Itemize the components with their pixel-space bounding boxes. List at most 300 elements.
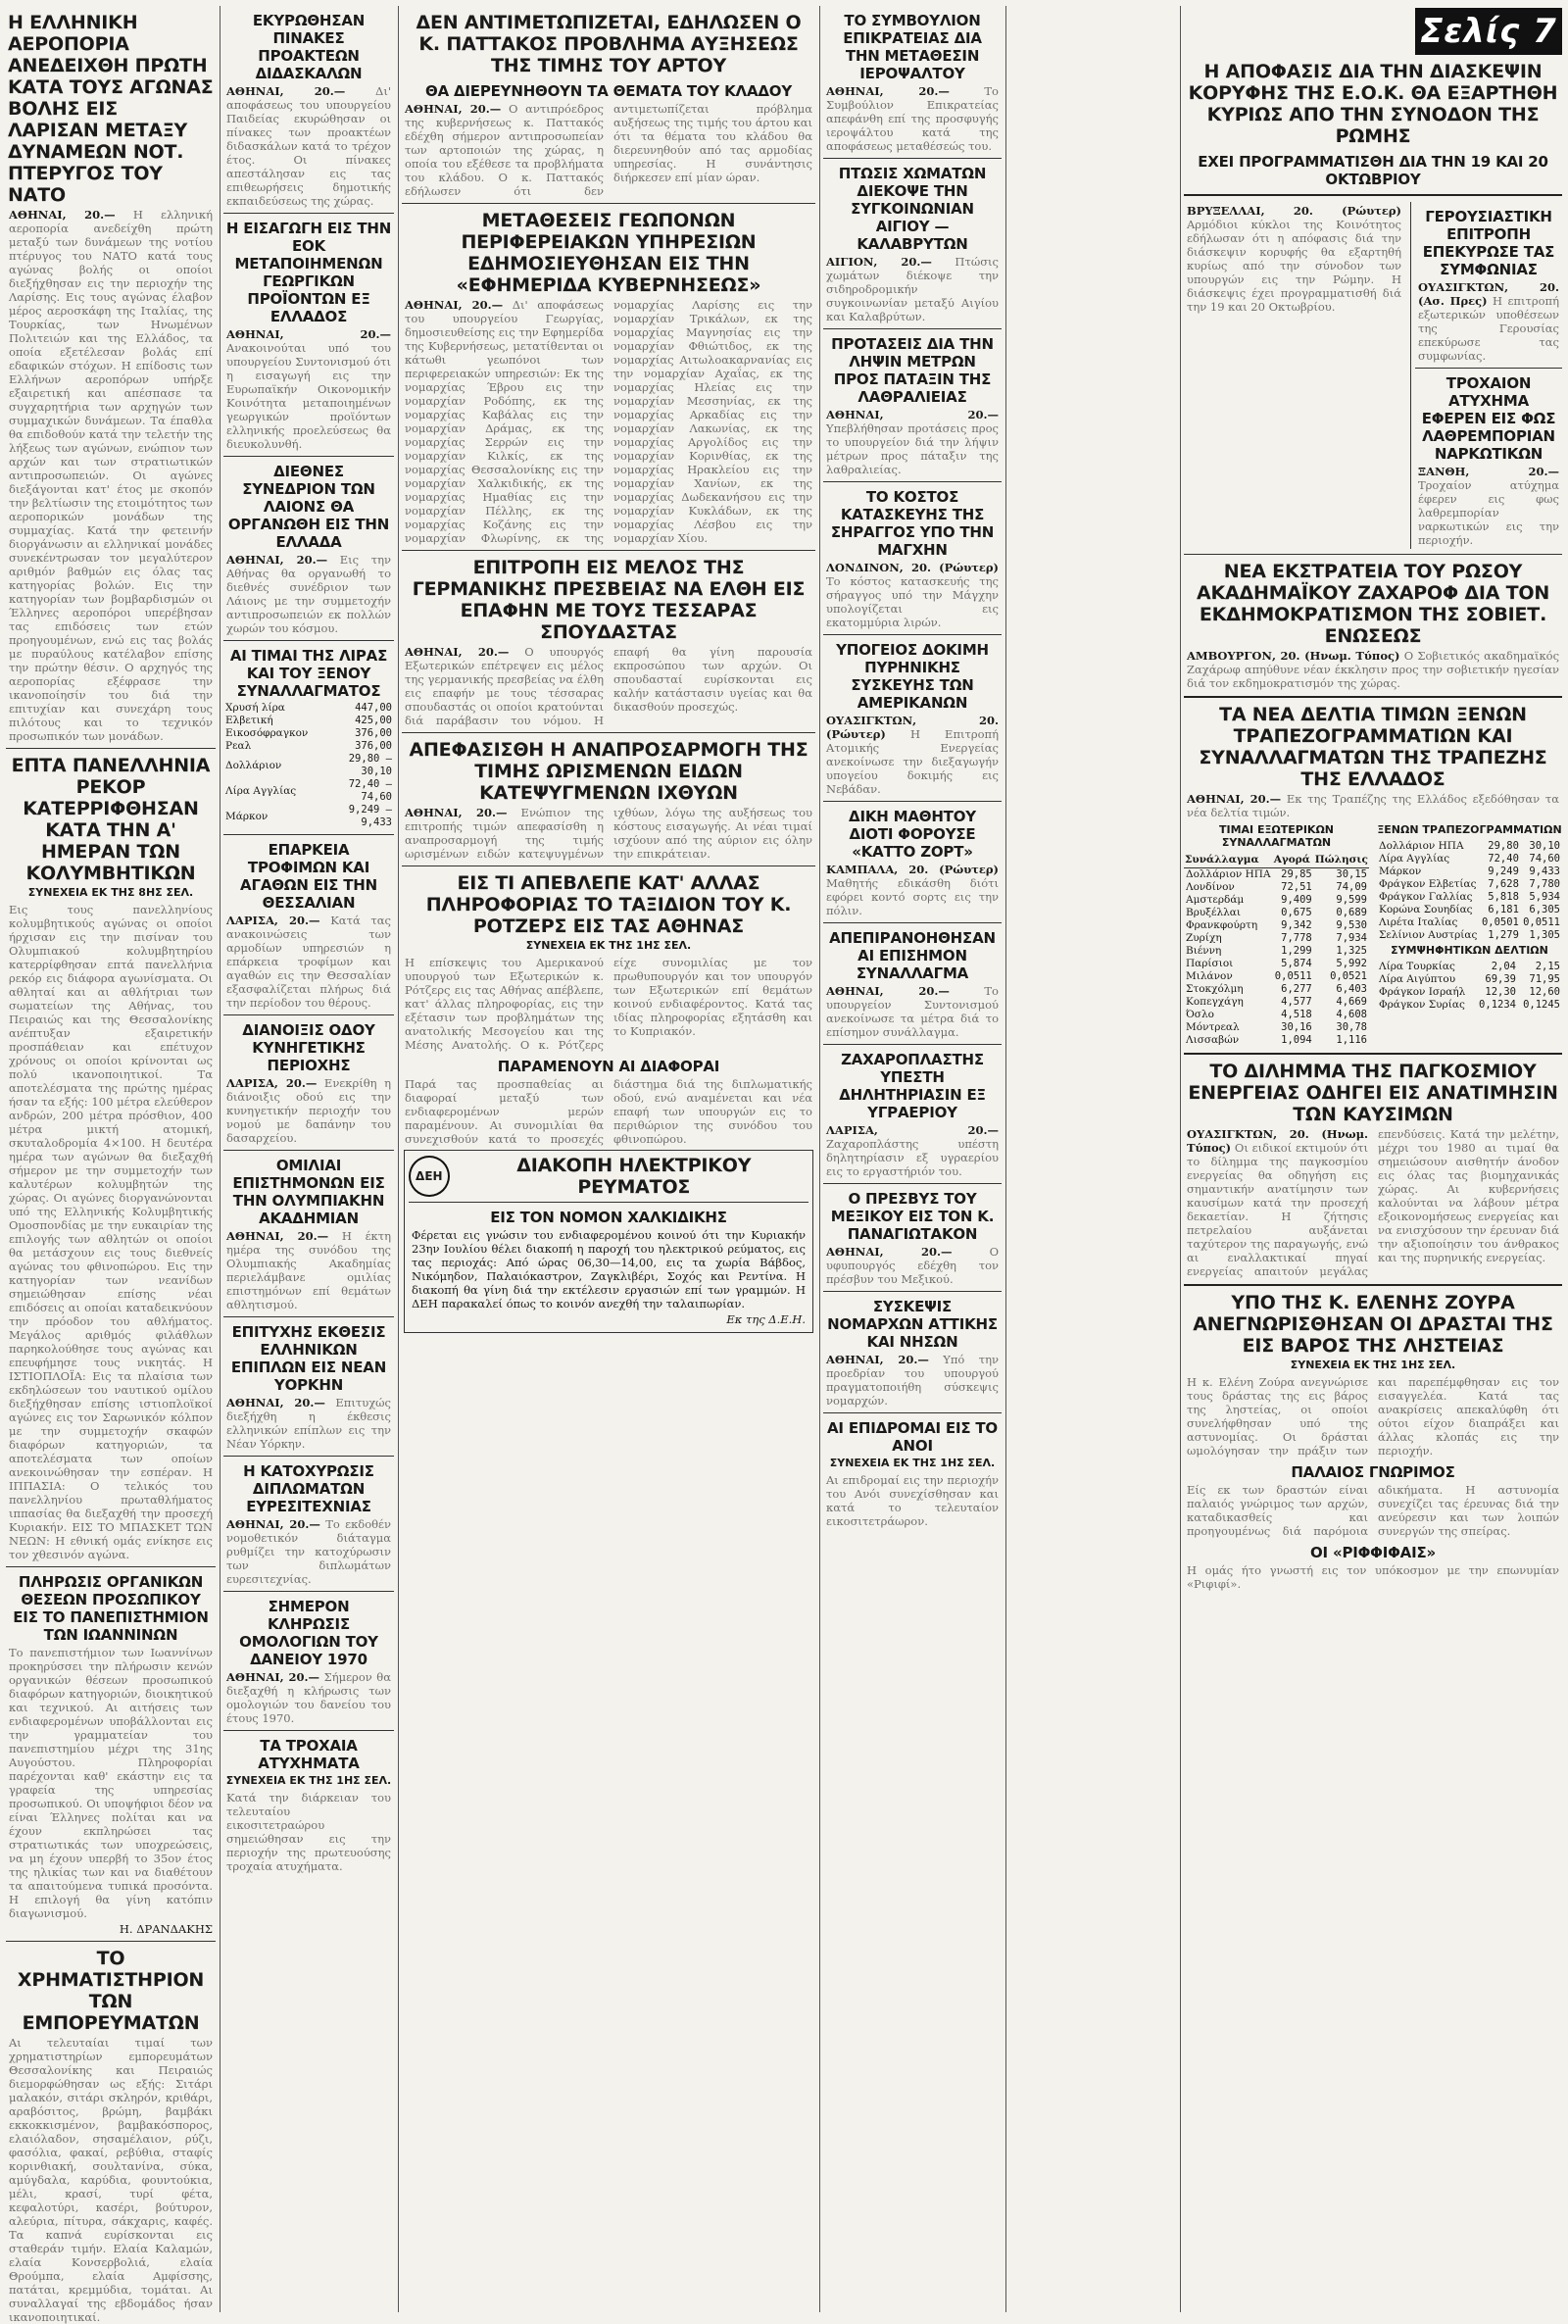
notice-header — [409, 1155, 808, 1203]
table-row — [1377, 840, 1562, 853]
headline-mexican-ambassador: Ο ΠΡΕΣΒΥΣ ΤΟΥ ΜΕΞΙΚΟΥ ΕΙΣ ΤΟΝ Κ. ΠΑΝΑΓΙΩΤΑΚΟΝ — [830, 1190, 995, 1243]
rate-value: 376,00 — [355, 740, 392, 752]
headline-drug-smuggling: ΤΡΟΧΑΙΟΝ ΑΤΥΧΗΜΑ ΕΦΕΡΕΝ ΕΙΣ ΦΩΣ ΛΑΘΡΕΜΠΟΡΙΑΝ ΝΑΡΚΩΤΙΚΩΝ — [1421, 374, 1556, 463]
dateline: ΑΙΓΙΟΝ, 20.— — [826, 255, 932, 269]
sell-rate: 30,10 — [1529, 840, 1560, 852]
article-body: Κατά την διάρκειαν του τελευταίου εικοσιτετραώρου σημειώθησαν εις την περιοχήν της πρωτευούσης τροχαία ατυχήματα. — [226, 1791, 391, 1873]
continuation-note: ΣΥΝΕΧΕΙΑ ΕΚ ΤΗΣ 8ΗΣ ΣΕΛ. — [27, 886, 194, 899]
sell-rate: 2,15 — [1535, 961, 1560, 972]
dateline: ΑΘΗΝΑΙ, 20.— — [405, 298, 504, 312]
article-body: Αι επιδρομαί εις την περιοχήν του Ανόι συνεχίσθησαν και κατά το τελευταίον εικοσιτετράωρον. — [826, 1473, 999, 1528]
column-header: Συνάλλαγμα — [1184, 853, 1273, 868]
dateline: ΑΘΗΝΑΙ, 20.— — [826, 984, 950, 998]
divider — [6, 1941, 216, 1942]
table-row — [1377, 853, 1562, 865]
currency: Φράγκον Συρίας — [1379, 999, 1465, 1011]
dateline: ΟΥΑΣΙΓΚΤΩΝ, 20. (Ρώυτερ) — [826, 714, 999, 741]
divider — [223, 1150, 394, 1151]
article-body: ΛΟΝΔΙΝΟΝ, 20. (Ρώυτερ) Το κόστος κατασκευής της σήραγγος υπό την Μάγχην υπολογίζεται εις εκατομμύρια λιρών. — [826, 561, 999, 629]
rate-label: Εικοσόφραγκον — [225, 727, 309, 739]
buy-rate: 6,181 — [1488, 904, 1519, 915]
currency: Όσλο — [1186, 1009, 1214, 1020]
article-body: ΒΡΥΞΕΛΛΑΙ, 20. (Ρώυτερ) Αρμόδιοι κύκλοι της Κοινότητος εδήλωσαν ότι η απόφασις διά την διάσκεψιν κορυφής θα εξαρτηθή κυρίως από την σύνοδον των υπουργών εις την Ρώμην. Η διάσκεψις έχει προγραμματισθή διά την 19 και 20 Οκτωβρίου. — [1187, 204, 1401, 314]
sell-rate: 71,95 — [1529, 973, 1560, 985]
article-body: ΑΘΗΝΑΙ, 20.— Δι' αποφάσεως του υπουργείου Παιδείας εκυρώθησαν οι πίνακες των προακτέων διδασκάλων κατά το τρέχον έτος. Οι πίνακες απεστάλησαν εις τας επιθεωρήσεις δημοτικής εκπαιδεύσεως της χώρας. — [226, 84, 391, 208]
table-row — [1377, 929, 1562, 942]
article-body: ΑΘΗΝΑΙ, 20.— Ανακοινούται υπό του υπουργείου Συντονισμού ότι η εισαγωγή εις την Ευρωπαϊκήν Οικονομικήν Κοινότητα μεταποιημένων γεωργικών προϊόντων ελληνικής προελεύσεως θα διευκολυνθή. — [226, 327, 391, 451]
divider — [223, 1316, 394, 1317]
rate-value: 72,40 — 74,60 — [348, 778, 392, 803]
headline-pound-prices: ΑΙ ΤΙΜΑΙ ΤΗΣ ΛΙΡΑΣ ΚΑΙ ΤΟΥ ΞΕΝΟΥ ΣΥΝΑΛΛΑΓΜΑΤΟΣ — [229, 647, 388, 700]
dateline: ΛΑΡΙΣΑ, 20.— — [226, 914, 320, 927]
dateline: ΑΘΗΝΑΙ, 20.— — [226, 84, 346, 98]
divider — [823, 801, 1002, 802]
table-row — [223, 727, 394, 740]
clearing-table — [1377, 961, 1562, 1012]
article-body: ΑΘΗΝΑΙ, 20.— Η έκτη ημέρα της συνόδου της Ολυμπιακής Ακαδημίας περιελάμβανε ομιλίας επιστημόνων επί θεμάτων αθλητισμού. — [226, 1229, 391, 1311]
sell-rate: 1,116 — [1336, 1034, 1367, 1046]
buy-rate: 4,577 — [1281, 996, 1312, 1008]
dateline: ΑΘΗΝΑΙ, 20.— — [405, 102, 502, 116]
article-body: ΑΘΗΝΑΙ, 20.— Ο αντιπρόεδρος της κυβερνήσεως κ. Παττακός εδέχθη σήμερον αντιπροσωπείαν των αρτοποιών της χώρας, η οποία του εξέθεσε τα προβλήματα του κλάδου. Ο κ. Παττακός εδήλωσεν ότι δεν αντιμετωπίζεται πρόβλημα αυξήσεως της τιμής του άρτου και ότι τα θέματα του κλάδου θα διερευνηθούν από τας αρμοδίας υπηρεσίας. Η συνάντησις διήρκεσεν επί μίαν ώραν. — [405, 102, 812, 198]
buy-rate: 72,51 — [1281, 881, 1312, 893]
article-body: ΟΥΑΣΙΓΚΤΩΝ, 20. (Ηνωμ. Τύπος) Οι ειδικοί εκτιμούν ότι το δίλημμα της παγκοσμίου ενεργείας θα οδηγήση εις σημαντικήν ανατίμησιν των καυσίμων κατά την προσεχή δεκαετίαν. Η ζήτησις πετρελαίου αυξάνεται ταχύτερον της παραγωγής, ενώ αι εναλλακτικαί πηγαί ενεργείας απαιτούν μεγάλας επενδύσεις. Κατά την μελέτην, μέχρι του 1980 αι τιμαί θα σημειώσουν αισθητήν άνοδον εις όλας τας βιομηχανικάς χώρας. Αι κυβερνήσεις καλούνται να λάβουν μέτρα εξοικονομήσεως ενεργείας και να ενισχύσουν την έρευναν διά την αξιοποίησιν του άνθρακος και της πυρηνικής ενεργείας. — [1187, 1127, 1559, 1278]
buy-rate: 0,1234 — [1479, 999, 1516, 1011]
divider — [1184, 696, 1562, 698]
divider — [823, 634, 1002, 635]
divider — [1184, 1053, 1562, 1055]
buy-rate: 5,818 — [1488, 891, 1519, 903]
dateline: ΑΘΗΝΑΙ, 20.— — [826, 84, 950, 98]
summit-row — [1184, 202, 1562, 549]
headline-bread-price: ΔΕΝ ΑΝΤΙΜΕΤΩΠΙΖΕΤΑΙ, ΕΔΗΛΩΣΕΝ Ο Κ. ΠΑΤΤΑΚΟΣ ΠΡΟΒΛΗΜΑ ΑΥΞΗΣΕΩΣ ΤΗΣ ΤΙΜΗΣ ΤΟΥ ΑΡΤΟΥ — [416, 12, 802, 76]
sell-rate: 9,599 — [1336, 894, 1367, 906]
currency: Βιέννη — [1186, 945, 1222, 957]
column-rule — [1180, 6, 1181, 2312]
article-body: Το πανεπιστήμιον των Ιωαννίνων προκηρύσσει την πλήρωσιν κενών οργανικών θέσεων προσωπικού διαφόρων κατηγοριών, διοικητικού και τεχνικού. Αι αιτήσεις των ενδιαφερομένων υποβάλλονται εις την γραμματείαν του πανεπιστημίου μέχρι της 31ης Αυγούστου. Πληροφορίαι παρέχονται καθ' εκάστην εις τα γραφεία της υπηρεσίας προσωπικού. Οι υποψήφιοι δέον να είναι Έλληνες πολίται και να έχουν εκπληρώσει τας στρατιωτικάς των υποχρεώσεις, να μη έχουν υπερβή το 35ον έτος της ηλικίας των και να διαθέτουν τα απαιτούμενα τυπικά προσόντα. Η επιλογή θα γίνη κατόπιν διαγωνισμού. — [9, 1646, 213, 1920]
table-row — [1377, 904, 1562, 916]
headline-commodities-exchange: ΤΟ ΧΡΗΜΑΤΙΣΤΗΡΙΟΝ ΤΩΝ ΕΜΠΟΡΕΥΜΑΤΩΝ — [17, 1948, 205, 2034]
dateline: ΛΟΝΔΙΝΟΝ, 20. (Ρώυτερ) — [826, 561, 999, 574]
table-row — [1377, 878, 1562, 891]
divider — [402, 865, 815, 866]
continuation-note: ΣΥΝΕΧΕΙΑ ΕΚ ΤΗΣ 1ΗΣ ΣΕΛ. — [525, 939, 692, 952]
page-number-banner: Σελίς 7 — [1415, 8, 1562, 55]
article-body: ΟΥΑΣΙΓΚΤΩΝ, 20. (Ρώυτερ) Η Επιτροπή Ατομικής Ενεργείας ανεκοίνωσε την διεξαγωγήν υπογείου δοκιμής εις Νεβάδαν. — [826, 714, 1000, 796]
table-row — [1184, 919, 1369, 932]
article-body: ΛΑΡΙΣΑ, 20.— Ζαχαροπλάστης υπέστη δηλητηρίασιν εξ υγραερίου εις το εργαστήριόν του. — [826, 1123, 999, 1178]
headline-nuclear-test: ΥΠΟΓΕΙΟΣ ΔΟΚΙΜΗ ΠΥΡΗΝΙΚΗΣ ΣΥΣΚΕΥΗΣ ΤΩΝ ΑΜΕΡΙΚΑΝΩΝ — [836, 641, 989, 712]
sell-rate: 4,669 — [1336, 996, 1367, 1008]
headline-hanoi-raids: ΑΙ ΕΠΙΔΡΟΜΑΙ ΕΙΣ ΤΟ ΑΝΟΙ — [827, 1419, 998, 1455]
headline-robbery-suspects: ΥΠΟ ΤΗΣ Κ. ΕΛΕΝΗΣ ΖΟΥΡΑ ΑΝΕΓΝΩΡΙΣΘΗΣΑΝ ΟΙ ΔΡΑΣΤΑΙ ΤΗΣ ΕΙΣ ΒΑΡΟΣ ΤΗΣ ΛΗΣΤΕΙΑΣ — [1193, 1292, 1553, 1357]
buy-rate: 1,094 — [1281, 1034, 1312, 1046]
table-row — [1184, 932, 1369, 945]
sell-rate: 6,305 — [1529, 904, 1560, 915]
buy-rate: 0,675 — [1281, 907, 1312, 918]
table-row — [223, 702, 394, 715]
column-header: Πώλησις — [1314, 853, 1369, 868]
sell-rate: 30,15 — [1336, 868, 1367, 880]
headline-sakharov: ΝΕΑ ΕΚΣΤΡΑΤΕΙΑ ΤΟΥ ΡΩΣΟΥ ΑΚΑΔΗΜΑΪΚΟΥ ΖΑΧΑΡΟΦ ΔΙΑ ΤΟΝ ΕΚΔΗΜΟΚΡΑΤΙΣΜΟΝ ΤΗΣ ΣΟΒΙΕΤ. ΕΝΩΣΕΩΣ — [1196, 561, 1550, 647]
dateline: ΞΑΝΘΗ, 20.— — [1418, 465, 1559, 478]
rate-value: 447,00 — [355, 702, 392, 714]
buy-rate: 12,30 — [1485, 986, 1516, 998]
headline-olympic-academy: ΟΜΙΛΙΑΙ ΕΠΙΣΤΗΜΟΝΩΝ ΕΙΣ ΤΗΝ ΟΛΥΜΠΙΑΚΗΝ ΑΚΑΔΗΜΙΑΝ — [232, 1157, 385, 1227]
headline-ioannina-university: ΠΛΗΡΩΣΙΣ ΟΡΓΑΝΙΚΩΝ ΘΕΣΕΩΝ ΠΡΟΣΩΠΙΚΟΥ ΕΙΣ ΤΟ ΠΑΝΕΠΙΣΤΗΜΙΟΝ ΤΩΝ ΙΩΑΝΝΙΝΩΝ — [13, 1573, 209, 1644]
currency: Λίρα Αγγλίας — [1379, 853, 1450, 865]
rate-label: Χρυσή λίρα — [225, 702, 285, 714]
currency: Αμστερδάμ — [1186, 894, 1245, 906]
rate-label: Λίρα Αγγλίας — [225, 784, 297, 797]
table-row — [223, 715, 394, 727]
headline-frozen-fish: ΑΠΕΦΑΣΙΣΘΗ Η ΑΝΑΠΡΟΣΑΡΜΟΓΗ ΤΗΣ ΤΙΜΗΣ ΩΡΙΣΜΕΝΩΝ ΕΙΔΩΝ ΚΑΤΕΨΥΓΜΕΝΩΝ ΙΧΘΥΩΝ — [409, 739, 808, 804]
currency: Κοπεγχάγη — [1186, 996, 1244, 1008]
buy-rate: 1,299 — [1281, 945, 1312, 957]
currency: Μάρκον — [1379, 865, 1422, 877]
summit-article — [1184, 202, 1404, 549]
currency: Λονδίνον — [1186, 881, 1235, 893]
buy-rate: 9,409 — [1281, 894, 1312, 906]
table-row — [1377, 999, 1562, 1012]
headline-council-of-state: ΤΟ ΣΥΜΒΟΥΛΙΟΝ ΕΠΙΚΡΑΤΕΙΑΣ ΔΙΑ ΤΗΝ ΜΕΤΑΘΕΣΙΝ ΙΕΡΟΨΑΛΤΟΥ — [843, 12, 982, 82]
headline-hunting-road: ΔΙΑΝΟΙΞΙΣ ΟΔΟΥ ΚΥΝΗΓΕΤΙΚΗΣ ΠΕΡΙΟΧΗΣ — [242, 1021, 375, 1074]
headline-channel-tunnel: ΤΟ ΚΟΣΤΟΣ ΚΑΤΑΣΚΕΥΗΣ ΤΗΣ ΣΗΡΑΓΓΟΣ ΥΠΟ ΤΗΝ ΜΑΓΧΗΝ — [830, 488, 995, 559]
sell-rate: 7,934 — [1336, 932, 1367, 944]
table-row — [1377, 986, 1562, 999]
rates-tables — [1184, 821, 1562, 1047]
article-body: ΑΘΗΝΑΙ, 20.— Υπό την προεδρίαν του υπουργού πραγματοποιήθη σύσκεψις νομαρχών. — [826, 1353, 999, 1408]
article-body: Η κ. Ελένη Ζούρα ανεγνώρισε τους δράστας της εις βάρος της ληστείας, οι οποίοι συνελήφθησαν υπό της αστυνομίας. Οι δράσται ωμολόγησαν την πράξιν των και παρεπέμφθησαν εις τον εισαγγελέα. Κατά τας ανακρίσεις απεκαλύφθη ότι ούτοι είχον διαπράξει και άλλας κλοπάς εις την περιοχήν. — [1187, 1375, 1559, 1458]
table-title: ΞΕΝΩΝ ΤΡΑΠΕΖΟΓΡΑΜΜΑΤΙΩΝ — [1377, 823, 1562, 836]
article-body: ΟΥΑΣΙΓΚΤΩΝ, 20. (Ασ. Πρες) Η επιτροπή εξωτερικών υποθέσεων της Γερουσίας επεκύρωσε τας συμφωνίας. — [1418, 280, 1559, 363]
table-row — [1184, 1009, 1369, 1021]
divider — [223, 1014, 394, 1015]
continuation-note: ΣΥΝΕΧΕΙΑ ΕΚ ΤΗΣ 1ΗΣ ΣΕΛ. — [1290, 1359, 1456, 1371]
sell-rate: 9,530 — [1336, 919, 1367, 931]
notice-title: ΔΙΑΚΟΠΗ ΗΛΕΚΤΡΙΚΟΥ ΡΕΥΜΑΤΟΣ — [516, 1155, 752, 1198]
buy-rate: 30,16 — [1281, 1021, 1312, 1033]
headline-swimming-records: ΕΠΤΑ ΠΑΝΕΛΛΗΝΙΑ ΡΕΚΟΡ ΚΑΤΕΡΡΙΦΘΗΣΑΝ ΚΑΤΑ ΤΗΝ Α' ΗΜΕΡΑΝ ΤΩΝ ΚΟΛΥΜΒΗΤΙΚΩΝ — [11, 755, 211, 884]
divider — [6, 748, 216, 749]
power-outage-notice — [404, 1150, 813, 1333]
article-body: ΛΑΡΙΣΑ, 20.— Ενεκρίθη η διάνοιξις οδού εις την κυνηγετικήν περιοχήν του νομού με δαπάνην του δασαρχείου. — [226, 1076, 391, 1145]
currency: Φρανκφούρτη — [1186, 919, 1258, 931]
column-rule — [398, 6, 399, 2312]
dateline: ΑΘΗΝΑΙ, 20.— — [226, 1670, 320, 1684]
table-row — [223, 778, 394, 804]
table-row — [1184, 996, 1369, 1009]
notice-text: Φέρεται εις γνώσιν του ενδιαφερομένου κοινού ότι την Κυριακήν 23ην Ιουλίου θέλει διακοπή η παροχή του ηλεκτρικού ρεύματος, εις τας περιοχάς: Από ώρας 06,30—14,00, εις τα χωρία Βάβδος, Νικόμηδον, Παλαιόκαστρον, Ζαγκλιβέρι, Σοχός και Ρεντίνα. Η διακοπή θα γίνη διά την εκτέλεσιν εργασιών επί των γραμμών. Η ΔΕΗ παρακαλεί όπως το κοινόν ανεχθή την ταλαιπωρίαν. — [412, 1228, 806, 1310]
article-body: ΑΘΗΝΑΙ, 20.— Σήμερον θα διεξαχθή η κλήρωσις των ομολογιών του δανείου του έτους 1970. — [226, 1670, 391, 1725]
dateline: ΚΑΜΠΑΛΑ, 20. (Ρώυτερ) — [826, 863, 999, 876]
table-row — [1377, 865, 1562, 878]
continuation-note: ΣΥΝΕΧΕΙΑ ΕΚ ΤΗΣ 1ΗΣ ΣΕΛ. — [829, 1457, 996, 1469]
buy-rate: 7,628 — [1488, 878, 1519, 890]
newspaper-page — [6, 6, 1562, 2324]
headline-air-force: Η ΕΛΛΗΝΙΚΗ ΑΕΡΟΠΟΡΙΑ ΑΝΕΔΕΙΧΘΗ ΠΡΩΤΗ ΚΑΤΑ ΤΟΥΣ ΑΓΩΝΑΣ ΒΟΛΗΣ ΕΙΣ ΛΑΡΙΣΑΝ ΜΕΤΑΞΥ ΔΥΝΑΜΕΩΝ ΝΟΤ. ΠΤΕΡΥΓΟΣ ΤΟΥ ΝΑΤΟ — [8, 12, 214, 206]
dateline: ΑΘΗΝΑΙ, 20.— — [226, 1517, 320, 1531]
divider — [223, 640, 394, 641]
subhead-differences: ΠΑΡΑΜΕΝΟΥΝ ΑΙ ΔΙΑΦΟΡΑΙ — [497, 1058, 720, 1075]
buy-rate: 2,04 — [1491, 961, 1516, 972]
divider — [1184, 554, 1562, 555]
buy-rate: 72,40 — [1488, 853, 1519, 865]
headline-agronomist-transfers: ΜΕΤΑΘΕΣΕΙΣ ΓΕΩΠΟΝΩΝ ΠΕΡΙΦΕΡΕΙΑΚΩΝ ΥΠΗΡΕΣΙΩΝ ΕΔΗΜΟΣΙΕΥΘΗΣΑΝ ΕΙΣ ΤΗΝ «ΕΦΗΜΕΡΙΔΑ ΚΥΒΕΡΝΗΣΕΩΣ» — [456, 210, 761, 296]
subhead-bread: ΘΑ ΔΙΕΡΕΥΝΗΘΟΥΝ ΤΑ ΘΕΜΑΤΑ ΤΟΥ ΚΛΑΔΟΥ — [425, 82, 792, 100]
buy-rate: 9,342 — [1281, 919, 1312, 931]
sell-rate: 9,433 — [1529, 865, 1560, 877]
sell-rate: 5,992 — [1336, 958, 1367, 969]
article-body: Εις τους πανελληνίους κολυμβητικούς αγώνας οι οποίοι ήρχισαν εις την πισίναν του Ολυμπιακού κολυμβητηρίου κατερρίφθησαν επτά πανελλήνια ρεκόρ εις διάφορα αγωνίσματα. Οι αθληταί και αι αθλήτριαι των σωματείων της Αθήνας, του Πειραιώς και της Θεσσαλονίκης ανέπτυξαν εξαιρετικήν προσπάθειαν και επέτυχον χρόνους οι οποίοι κρίνονται ως πολύ ικανοποιητικοί. Τα αποτελέσματα της πρώτης ημέρας ήσαν τα εξής: 100 μέτρα ελεύθερον ανδρών, 200 μέτρα πρόσθιον, 400 μέτρα μικτή ατομική, σκυταλοδρομία 4×100. Η δευτέρα ημέρα των αγώνων θα διεξαχθή σήμερον με την συμμετοχήν των καλυτέρων κολυμβητών της χώρας. Οι αγώνες διοργανώνονται υπό της Ελληνικής Κολυμβητικής Ομοσπονδίας με την ευκαιρίαν της επιλογής των αθλητών οι οποίοι θα μετάσχουν εις τους διεθνείς αγώνας του φθινοπώρου. Εις την κατηγορίαν των νεανίδων σημειώθησαν επίσης νέαι επιδόσεις αι οποίαι καταδεικνύουν την πρόοδον του αθλήματος. Μεγάλος αριθμός φιλάθλων παρηκολούθησε τους αγώνας και επευφήμησε τους νικητάς. Η ΙΣΤΙΟΠΛΟΪΑ: Εις τα πλαίσια των εκδηλώσεων του ναυτικού ομίλου διεξήχθησαν επίσης ιστιοπλοϊκοί αγώνες εις τον Σαρωνικόν κόλπον με την συμμετοχήν σκαφών διαφόρων κατηγοριών, τα αποτελέσματα των οποίων ανεκοινώθησαν την εσπέραν. Η ΙΠΠΑΣΙΑ: Ο τελικός του πανελληνίου πρωταθλήματος ιππασίας θα διεξαχθή την προσεχή Κυριακήν. ΕΙΣ ΤΟ ΜΠΑΣΚΕΤ ΤΩΝ ΝΕΩΝ: Η εθνική ομάς ενίκησε εις τον χθεσινόν αγώνα. — [9, 903, 213, 1561]
divider — [223, 1456, 394, 1457]
article-body: Παρά τας προσπαθείας αι διαφοραί μεταξύ των ενδιαφερομένων μερών παραμένουν. Αι συνομιλίαι θα συνεχισθούν κατά το προσεχές διάστημα διά της διπλωματικής οδού, ενώ αναμένεται και νέα επαφή των υπουργών εις το περιθώριον της συνόδου του φθινοπώρου. — [405, 1077, 812, 1146]
column-header: Αγορά — [1273, 853, 1314, 868]
article-body: ΑΘΗΝΑΙ, 20.— Το Συμβούλιον Επικρατείας απεφάνθη επί της προσφυγής ιεροψάλτου κατά της αποφάσεως μεταθέσεώς του. — [826, 84, 999, 153]
dateline: ΑΘΗΝΑΙ, 20.— — [405, 645, 510, 659]
headline-teacher-lists: ΕΚΥΡΩΘΗΣΑΝ ΠΙΝΑΚΕΣ ΠΡΟΑΚΤΕΩΝ ΔΙΔΑΣΚΑΛΩΝ — [252, 12, 366, 82]
sell-rate: 0,689 — [1336, 907, 1367, 918]
divider — [823, 1044, 1002, 1045]
column-6-7 — [1184, 6, 1562, 2312]
article-body: Αι τελευταίαι τιμαί των χρηματιστηρίων εμπορευμάτων Θεσσαλονίκης και Πειραιώς διεμορφώθησαν ως εξής: Σιτάρι μαλακόν, σιτάρι σκληρόν, κριθάρι, αραβόσιτος, βρώμη, βαμβάκι εκκοκκισμένον, βαμβακόσπορος, ελαιόλαδον, σησαμέλαιον, ρύζι, φασόλια, φακαί, ρεβύθια, σταφίς κορινθιακή, σουλτανίνα, σύκα, αμύγδαλα, καρύδια, φουντούκια, μέλι, κρασί, τυρί φέτα, κεφαλοτύρι, κασέρι, βούτυρον, αλεύρια, πίτυρα, σάκχαρις, καφές. Τα καπνά ευρίσκονται εις σταθεράν τιμήν. Ελαία Καλαμών, ελαία Κονσερβολιά, ελαία Θρούμπα, ελαία Αμφίσσης, πατάται, κρεμμύδια, τομάται. Αι συναλλαγαί της εβδομάδος ήσαν ικανοποιητικαί. — [9, 2036, 213, 2324]
currency: Λίρα Τουρκίας — [1379, 961, 1455, 972]
dateline: ΑΘΗΝΑΙ, 20.— — [826, 1245, 953, 1259]
buy-rate: 6,277 — [1281, 983, 1312, 995]
article-body: ΑΘΗΝΑΙ, 20.— Επιτυχώς διεξήχθη η έκθεσις ελληνικών επίπλων εις την Νέαν Υόρκην. — [226, 1396, 391, 1451]
sell-rate: 1,325 — [1336, 945, 1367, 957]
article-body: ΑΜΒΟΥΡΓΟΝ, 20. (Ηνωμ. Τύπος) Ο Σοβιετικός ακαδημαϊκός Ζαχάρωφ απηύθυνε νέαν έκκλησιν προς την σοβιετικήν ηγεσίαν διά τον εκδημοκρατισμόν της χώρας. — [1187, 649, 1560, 690]
article-body: Η επίσκεψις του Αμερικανού υπουργού των Εξωτερικών κ. Ρότζερς εις τας Αθήνας απέβλεπε, κατ' άλλας πληροφορίας, εις την εξέτασιν των προβλημάτων της ανατολικής Μεσογείου και της Μέσης Ανατολής. Ο κ. Ρότζερς είχε συνομιλίας με τον πρωθυπουργόν και τον υπουργόν των Εξωτερικών επί θεμάτων κοινού ενδιαφέροντος. Κατά τας ιδίας πληροφορίας εξητάσθη και το Κυπριακόν. — [405, 956, 812, 1052]
dateline: ΑΘΗΝΑΙ, 20.— — [226, 1229, 329, 1243]
table-row — [1184, 868, 1369, 882]
divider — [223, 213, 394, 214]
currency: Στοκχόλμη — [1186, 983, 1244, 995]
rate-label: Μάρκον — [225, 810, 269, 822]
article-body: ΛΑΡΙΣΑ, 20.— Κατά τας ανακοινώσεις των αρμοδίων υπηρεσιών η επάρκεια τροφίμων και αγαθών εις την Θεσσαλίαν εξασφαλίζεται πλήρως διά την περίοδον του θέρους. — [226, 914, 391, 1010]
sell-rate: 74,09 — [1336, 881, 1367, 893]
headline-eec-summit: Η ΑΠΟΦΑΣΙΣ ΔΙΑ ΤΗΝ ΔΙΑΣΚΕΨΙΝ ΚΟΡΥΦΗΣ ΤΗΣ Ε.Ο.Κ. ΘΑ ΕΞΑΡΤΗΘΗ ΚΥΡΙΩΣ ΑΠΟ ΤΗΝ ΣΥΝΟΔΟΝ ΤΗΣ ΡΩΜΗΣ — [1188, 61, 1558, 147]
article-body: ΑΙΓΙΟΝ, 20.— Πτώσις χωμάτων διέκοψε την σιδηροδρομικήν συγκοινωνίαν μεταξύ Αιγίου και Καλαβρύτων. — [826, 255, 999, 323]
table-row — [1184, 894, 1369, 907]
sell-rate: 30,78 — [1336, 1021, 1367, 1033]
sell-rate: 0,1245 — [1523, 999, 1560, 1011]
deh-logo-icon: ΔΕΗ — [409, 1156, 450, 1197]
rate-value: 9,249 — 9,433 — [348, 804, 392, 828]
table-row — [1377, 891, 1562, 904]
headline-patents: Η ΚΑΤΟΧΥΡΩΣΙΣ ΔΙΠΛΩΜΑΤΩΝ ΕΥΡΕΣΙΤΕΧΝΙΑΣ — [243, 1462, 374, 1515]
article-body: ΑΘΗΝΑΙ, 20.— Εκ της Τραπέζης της Ελλάδος εξεδόθησαν τα νέα δελτία τιμών. — [1187, 792, 1559, 819]
article-body: Είς εκ των δραστών είναι παλαιός γνώριμος των αρχών, καταδικασθείς και προηγουμένως διά παρόμοια αδικήματα. Η αστυνομία συνεχίζει τας έρευνας διά την ανεύρεσιν και των λοιπών συνεργών της σπείρας. — [1187, 1483, 1559, 1538]
headline-gas-poisoning: ΖΑΧΑΡΟΠΛΑΣΤΗΣ ΥΠΕΣΤΗ ΔΗΛΗΤΗΡΙΑΣΙΝ ΕΞ ΥΓΡΑΕΡΙΟΥ — [839, 1051, 986, 1121]
article-body: Η ομάς ήτο γνωστή εις τον υπόκοσμον με την επωνυμίαν «Ριφιφί». — [1187, 1563, 1559, 1591]
currency: Φράγκον Γαλλίας — [1379, 891, 1473, 903]
headline-rates-bulletin: ΤΑ ΝΕΑ ΔΕΛΤΙΑ ΤΙΜΩΝ ΞΕΝΩΝ ΤΡΑΠΕΖΟΓΡΑΜΜΑΤΙΩΝ ΚΑΙ ΣΥΝΑΛΛΑΓΜΑΤΩΝ ΤΗΣ ΤΡΑΠΕΖΗΣ ΤΗΣ ΕΛΛΑΔΟΣ — [1199, 704, 1547, 790]
headline-energy-dilemma: ΤΟ ΔΙΛΗΜΜΑ ΤΗΣ ΠΑΓΚΟΣΜΙΟΥ ΕΝΕΡΓΕΙΑΣ ΟΔΗΓΕΙ ΕΙΣ ΑΝΑΤΙΜΗΣΙΝ ΤΩΝ ΚΑΥΣΙΜΩΝ — [1188, 1061, 1558, 1125]
divider — [1415, 368, 1562, 369]
currency: Δολλάριον ΗΠΑ — [1379, 840, 1464, 852]
divider — [823, 158, 1002, 159]
divider — [823, 1412, 1002, 1413]
currency: Κορώνα Σουηδίας — [1379, 904, 1473, 915]
table-row — [1377, 961, 1562, 973]
article-body: ΑΘΗΝΑΙ, 20.— Η ελληνική αεροπορία ανεδείχθη πρώτη μεταξύ των δυνάμεων της νοτίου πτέρυγος του ΝΑΤΟ κατά τους αγώνας βολής οι οποίοι διεξήχθησαν εις την περιοχήν της Λαρίσης. Εις τους αγώνας έλαβον μέρος αεροσκάφη της Ιταλίας, της Τουρκίας, των Ηνωμένων Πολιτειών και της Ελλάδος, τα οποία εξετέλεσαν βολάς επί εδαφικών στόχων. Η επίδοσις των Ελλήνων αεροπόρων υπήρξε εξαιρετική και απέσπασε τα συγχαρητήρια των αρχηγών των συμμαχικών δυνάμεων. Τα έπαθλα θα επιδοθούν κατά την τελετήν της λήξεως των αγώνων, ενώπιον των αρχών και των στρατιωτικών αντιπροσωπειών. Οι αγώνες διεξάγονται κατ' έτος με σκοπόν την βελτίωσιν της ετοιμότητος των αεροπορικών μονάδων της συμμαχίας. Κατά την φετεινήν διοργάνωσιν αι ελληνικαί μονάδες συνεκέντρωσαν τον μεγαλύτερον αριθμόν βαθμών εις όλας τας κατηγορίας βολών. Εις την κατηγορίαν των βομβαρδισμών οι Έλληνες αεροπόροι υπερέβησαν τας επιδόσεις των ετών προηγουμένων, ενώ εις τας βολάς με πυραύλους κατέλαβον επίσης την πρώτην θέσιν. Ο αρχηγός της αεροπορίας εξέφρασε την ικανοποίησίν του διά την επιτυχίαν και συνεχάρη τους πιλότους και το τεχνικόν προσωπικόν των μονάδων. — [9, 208, 214, 743]
currency: Μόντρεαλ — [1186, 1021, 1240, 1033]
column-3-4 — [402, 6, 815, 2312]
exchange-rates-table — [1184, 853, 1369, 1047]
dateline: ΑΘΗΝΑΙ, 20.— — [9, 208, 116, 222]
pound-prices-table — [223, 702, 394, 829]
table-row — [1184, 958, 1369, 970]
sell-rate: 6,403 — [1336, 983, 1367, 995]
table-row — [1184, 983, 1369, 996]
article-body: ΑΘΗΝΑΙ, 20.— Το υπουργείον Συντονισμού ανεκοίνωσε τα μέτρα διά το επίσημον συνάλλαγμα. — [826, 984, 999, 1039]
buy-rate: 29,80 — [1488, 840, 1519, 852]
divider — [223, 1591, 394, 1592]
sell-rate: 74,60 — [1529, 853, 1560, 865]
rate-label: Ρεαλ — [225, 740, 252, 752]
table-row — [1184, 1034, 1369, 1047]
headline-senate-committee: ΓΕΡΟΥΣΙΑΣΤΙΚΗ ΕΠΙΤΡΟΠΗ ΕΠΕΚΥΡΩΣΕ ΤΑΣ ΣΥΜΦΩΝΙΑΣ — [1422, 208, 1555, 278]
currency: Φράγκον Ελβετίας — [1379, 878, 1477, 890]
headline-eec-imports: Η ΕΙΣΑΓΩΓΗ ΕΙΣ ΤΗΝ ΕΟΚ ΜΕΤΑΠΟΙΗΜΕΝΩΝ ΓΕΩΡΓΙΚΩΝ ΠΡΟΪΟΝΤΩΝ ΕΞ ΕΛΛΑΔΟΣ — [225, 220, 392, 325]
divider — [223, 834, 394, 835]
table-row — [1377, 916, 1562, 929]
buy-rate: 1,279 — [1488, 929, 1519, 941]
currency: Σελίνιον Αυστρίας — [1379, 929, 1478, 941]
divider — [402, 550, 815, 551]
headline-prefects-meeting: ΣΥΣΚΕΨΙΣ ΝΟΜΑΡΧΩΝ ΑΤΤΙΚΗΣ ΚΑΙ ΝΗΣΩΝ — [827, 1298, 998, 1351]
table-row — [1184, 907, 1369, 919]
article-body: ΑΘΗΝΑΙ, 20.— Ο υφυπουργός εδέχθη τον πρέσβυν του Μεξικού. — [826, 1245, 1000, 1286]
currency: Λιρέτα Ιταλίας — [1379, 916, 1458, 928]
column-rule — [819, 6, 820, 2312]
subhead-summit: ΕΧΕΙ ΠΡΟΓΡΑΜΜΑΤΙΣΘΗ ΔΙΑ ΤΗΝ 19 ΚΑΙ 20 ΟΚΤΩΒΡΙΟΥ — [1198, 153, 1548, 188]
divider — [823, 1183, 1002, 1184]
currency: Λίρα Αιγύπτου — [1379, 973, 1456, 985]
table-row — [223, 740, 394, 753]
dateline: ΑΘΗΝΑΙ, 20.— — [226, 1396, 325, 1409]
dateline: ΑΜΒΟΥΡΓΟΝ, 20. (Ηνωμ. Τύπος) — [1187, 649, 1400, 663]
column-2 — [223, 6, 394, 2312]
dateline: ΑΘΗΝΑΙ, 20.— — [826, 408, 999, 421]
dateline: ΟΥΑΣΙΓΚΤΩΝ, 20. (Ασ. Πρες) — [1418, 280, 1559, 308]
table-row — [1377, 973, 1562, 986]
article-body: ΑΘΗΝΑΙ, 20.— Υπεβλήθησαν προτάσεις προς το υπουργείον διά την λήψιν μέτρων προς πάταξιν της λαθραλιείας. — [826, 408, 999, 476]
divider — [402, 203, 815, 204]
rate-label: Δολλάριον — [225, 759, 282, 771]
rate-value: 425,00 — [355, 715, 392, 726]
sell-rate: 1,305 — [1529, 929, 1560, 941]
divider — [823, 1291, 1002, 1292]
article-body: ΑΘΗΝΑΙ, 20.— Δι' αποφάσεως του υπουργείου Γεωργίας, δημοσιευθείσης εις την Εφημερίδα της Κυβερνήσεως, μετατίθενται οι κάτωθι γεωπόνοι των περιφερειακών υπηρεσιών: Εκ της νομαρχίας Έβρου εις την νομαρχίαν Ροδόπης, εκ της νομαρχίας Καβάλας εις την νομαρχίαν Δράμας, εκ της νομαρχίας Σερρών εις την νομαρχίαν Κιλκίς, εκ της νομαρχίας Θεσσαλονίκης εις την νομαρχίαν Χαλκιδικής, εκ της νομαρχίας Ημαθίας εις την νομαρχίαν Πέλλης, εκ της νομαρχίας Κοζάνης εις την νομαρχίαν Φλωρίνης, εκ της νομαρχίας Λαρίσης εις την νομαρχίαν Τρικάλων, εκ της νομαρχίας Μαγνησίας εις την νομαρχίαν Φθιώτιδος, εκ της νομαρχίας Αιτωλοακαρνανίας εις την νομαρχίαν Αχαΐας, εκ της νομαρχίας Ηλείας εις την νομαρχίαν Μεσσηνίας, εκ της νομαρχίας Αρκαδίας εις την νομαρχίαν Λακωνίας, εκ της νομαρχίας Αργολίδος εις την νομαρχίαν Κορινθίας, εκ της νομαρχίας Ηρακλείου εις την νομαρχίαν Χανίων, εκ της νομαρχίας Δωδεκανήσου εις την νομαρχίαν Κυκλάδων, εκ της νομαρχίας Λέσβου εις την νομαρχίαν Χίου. — [405, 298, 812, 545]
divider — [823, 328, 1002, 329]
headline-german-embassy: ΕΠΙΤΡΟΠΗ ΕΙΣ ΜΕΛΟΣ ΤΗΣ ΓΕΡΜΑΝΙΚΗΣ ΠΡΕΣΒΕΙΑΣ ΝΑ ΕΛΘΗ ΕΙΣ ΕΠΑΦΗΝ ΜΕ ΤΟΥΣ ΤΕΣΣΑΡΑΣ ΣΠΟΥΔΑΣΤΑΣ — [412, 557, 806, 643]
dateline: ΑΘΗΝΑΙ, 20.— — [226, 553, 328, 567]
currency: Λισσαβών — [1186, 1034, 1240, 1046]
notice-subtitle: ΕΙΣ ΤΟΝ ΝΟΜΟΝ ΧΑΛΚΙΔΙΚΗΣ — [490, 1209, 727, 1226]
continuation-note: ΣΥΝΕΧΕΙΑ ΕΚ ΤΗΣ 1ΗΣ ΣΕΛ. — [225, 1774, 392, 1787]
headline-student-trial: ΔΙΚΗ ΜΑΘΗΤΟΥ ΔΙΟΤΙ ΦΟΡΟΥΣΕ «ΚΑΤΤΟ ΖΟΡΤ» — [849, 808, 976, 861]
headline-lions-congress: ΔΙΕΘΝΕΣ ΣΥΝΕΔΡΙΟΝ ΤΩΝ ΛΑΙΟΝΣ ΘΑ ΟΡΓΑΝΩΘΗ ΕΙΣ ΤΗΝ ΕΛΛΑΔΑ — [227, 463, 390, 551]
exchange-rates-block — [1184, 821, 1369, 1047]
currency: Ζυρίχη — [1186, 932, 1222, 944]
currency: Μιλάνον — [1186, 970, 1233, 982]
divider — [1184, 194, 1562, 196]
signature: Η. ΔΡΑΝΔΑΚΗΣ — [119, 1922, 213, 1936]
currency: Βρυξέλλαι — [1186, 907, 1242, 918]
banknotes-table — [1377, 840, 1562, 942]
currency: Δολλάριον ΗΠΑ — [1186, 868, 1271, 880]
divider — [223, 456, 394, 457]
table-row — [223, 804, 394, 829]
dateline: ΑΘΗΝΑΙ, 20.— — [405, 806, 508, 819]
table-row — [1184, 1021, 1369, 1034]
table-title: ΤΙΜΑΙ ΕΞΩΤΕΡΙΚΩΝ ΣΥΝΑΛΛΑΓΜΑΤΩΝ — [1218, 823, 1335, 849]
dateline: ΑΘΗΝΑΙ, 20.— — [826, 1353, 929, 1366]
sell-rate: 4,608 — [1336, 1009, 1367, 1020]
sell-rate: 0,0511 — [1523, 916, 1560, 928]
article-body: ΑΘΗΝΑΙ, 20.— Ενώπιον της επιτροπής τιμών απεφασίσθη η αναπροσαρμογή της τιμής ωρισμένων ειδών κατεψυγμένων ιχθύων, λόγω της αυξήσεως του κόστους εισαγωγής. Αι νέαι τιμαί ισχύουν από της αύριον εις όλην την επικράτειαν. — [405, 806, 812, 861]
divider — [823, 481, 1002, 482]
column-5 — [823, 6, 1002, 2312]
buy-rate: 29,85 — [1281, 868, 1312, 880]
buy-rate: 9,249 — [1488, 865, 1519, 877]
headline-traffic-accidents: ΤΑ ΤΡΟΧΑΙΑ ΑΤΥΧΗΜΑΤΑ — [258, 1737, 360, 1772]
article-body: ΞΑΝΘΗ, 20.— Τροχαίον ατύχημα έφερεν εις φως λαθρεμπορίαν ναρκωτικών εις την περιοχήν. — [1418, 465, 1559, 547]
headline-thessaly-supplies: ΕΠΑΡΚΕΙΑ ΤΡΟΦΙΜΩΝ ΚΑΙ ΑΓΑΘΩΝ ΕΙΣ ΤΗΝ ΘΕΣΣΑΛΙΑΝ — [240, 841, 377, 912]
dateline: ΒΡΥΞΕΛΛΑΙ, 20. (Ρώυτερ) — [1187, 204, 1401, 218]
table-header-row — [1184, 853, 1369, 868]
table-row — [1184, 881, 1369, 894]
subhead-old-acquaintance: ΠΑΛΑΙΟΣ ΓΝΩΡΙΜΟΣ — [1291, 1463, 1455, 1481]
headline-landslide: ΠΤΩΣΙΣ ΧΩΜΑΤΩΝ ΔΙΕΚΟΨΕ ΤΗΝ ΣΥΓΚΟΙΝΩΝΙΑΝ ΑΙΓΙΟΥ — ΚΑΛΑΒΡΥΤΩΝ — [838, 165, 987, 253]
headline-exchange: ΑΠΕΠΙΡΑΝΟΗΘΗΣΑΝ ΑΙ ΕΠΙΣΗΜΟΝ ΣΥΝΑΛΛΑΓΜΑ — [829, 929, 996, 982]
dateline: ΑΘΗΝΑΙ, 20.— — [1187, 792, 1282, 806]
article-body: ΑΘΗΝΑΙ, 20.— Το εκδοθέν νομοθετικόν διάταγμα ρυθμίζει την κατοχύρωσιν των διπλωμάτων ευρεσιτεχνίας. — [226, 1517, 391, 1586]
buy-rate: 5,874 — [1281, 958, 1312, 969]
sell-rate: 12,60 — [1529, 986, 1560, 998]
sell-rate: 0,0521 — [1330, 970, 1367, 982]
column-rule — [1005, 6, 1006, 2312]
headline-illegal-fishing: ΠΡΟΤΑΣΕΙΣ ΔΙΑ ΤΗΝ ΛΗΨΙΝ ΜΕΤΡΩΝ ΠΡΟΣ ΠΑΤΑΞΙΝ ΤΗΣ ΛΑΘΡΑΛΙΕΙΑΣ — [831, 335, 994, 406]
divider — [823, 922, 1002, 923]
article-body: ΑΘΗΝΑΙ, 20.— Ο υπουργός Εξωτερικών επέτρεψεν εις μέλος της γερμανικής πρεσβείας να έλθη εις επαφήν με τους τέσσαρας σπουδαστάς οι οποίοι κρατούνται διά παράβασιν του νόμου. Η επαφή θα γίνη παρουσία εκπροσώπου των αρχών. Οι σπουδασταί ευρίσκονται εις καλήν κατάστασιν υγείας και θα δικασθούν προσεχώς. — [405, 645, 812, 727]
headline-furniture-exhibition: ΕΠΙΤΥΧΗΣ ΕΚΘΕΣΙΣ ΕΛΛΗΝΙΚΩΝ ΕΠΙΠΛΩΝ ΕΙΣ ΝΕΑΝ ΥΟΡΚΗΝ — [230, 1323, 387, 1394]
rate-label: Ελβετική — [225, 715, 273, 726]
banknotes-block — [1377, 821, 1562, 1047]
headline-bond-draw: ΣΗΜΕΡΟΝ ΚΛΗΡΩΣΙΣ ΟΜΟΛΟΓΙΩΝ ΤΟΥ ΔΑΝΕΙΟΥ 1970 — [239, 1598, 378, 1668]
currency: Φράγκον Ισραήλ — [1379, 986, 1466, 998]
table-row — [223, 753, 394, 778]
sell-rate: 5,934 — [1529, 891, 1560, 903]
sell-rate: 7,780 — [1529, 878, 1560, 890]
notice-signature: Εκ της Δ.Ε.Η. — [726, 1312, 806, 1326]
dateline: ΛΑΡΙΣΑ, 20.— — [226, 1076, 318, 1090]
rate-value: 376,00 — [355, 727, 392, 739]
buy-rate: 0,0501 — [1481, 916, 1519, 928]
table-title: ΣΥΜΨΗΦΗΤΙΚΩΝ ΔΕΛΤΙΩΝ — [1391, 944, 1548, 957]
dateline: ΛΑΡΙΣΑ, 20.— — [826, 1123, 999, 1137]
currency: Παρίσιοι — [1186, 958, 1234, 969]
article-body: ΚΑΜΠΑΛΑ, 20. (Ρώυτερ) Μαθητής εδικάσθη διότι εφόρει κοντό σορτς εις την πόλιν. — [826, 863, 999, 917]
divider — [6, 1566, 216, 1567]
table-row — [1184, 945, 1369, 958]
divider — [1184, 1284, 1562, 1286]
buy-rate: 4,518 — [1281, 1009, 1312, 1020]
subhead-rififi: ΟΙ «ΡΙΦΦΙΦΑΙΣ» — [1310, 1544, 1436, 1561]
table-row — [1184, 970, 1369, 983]
